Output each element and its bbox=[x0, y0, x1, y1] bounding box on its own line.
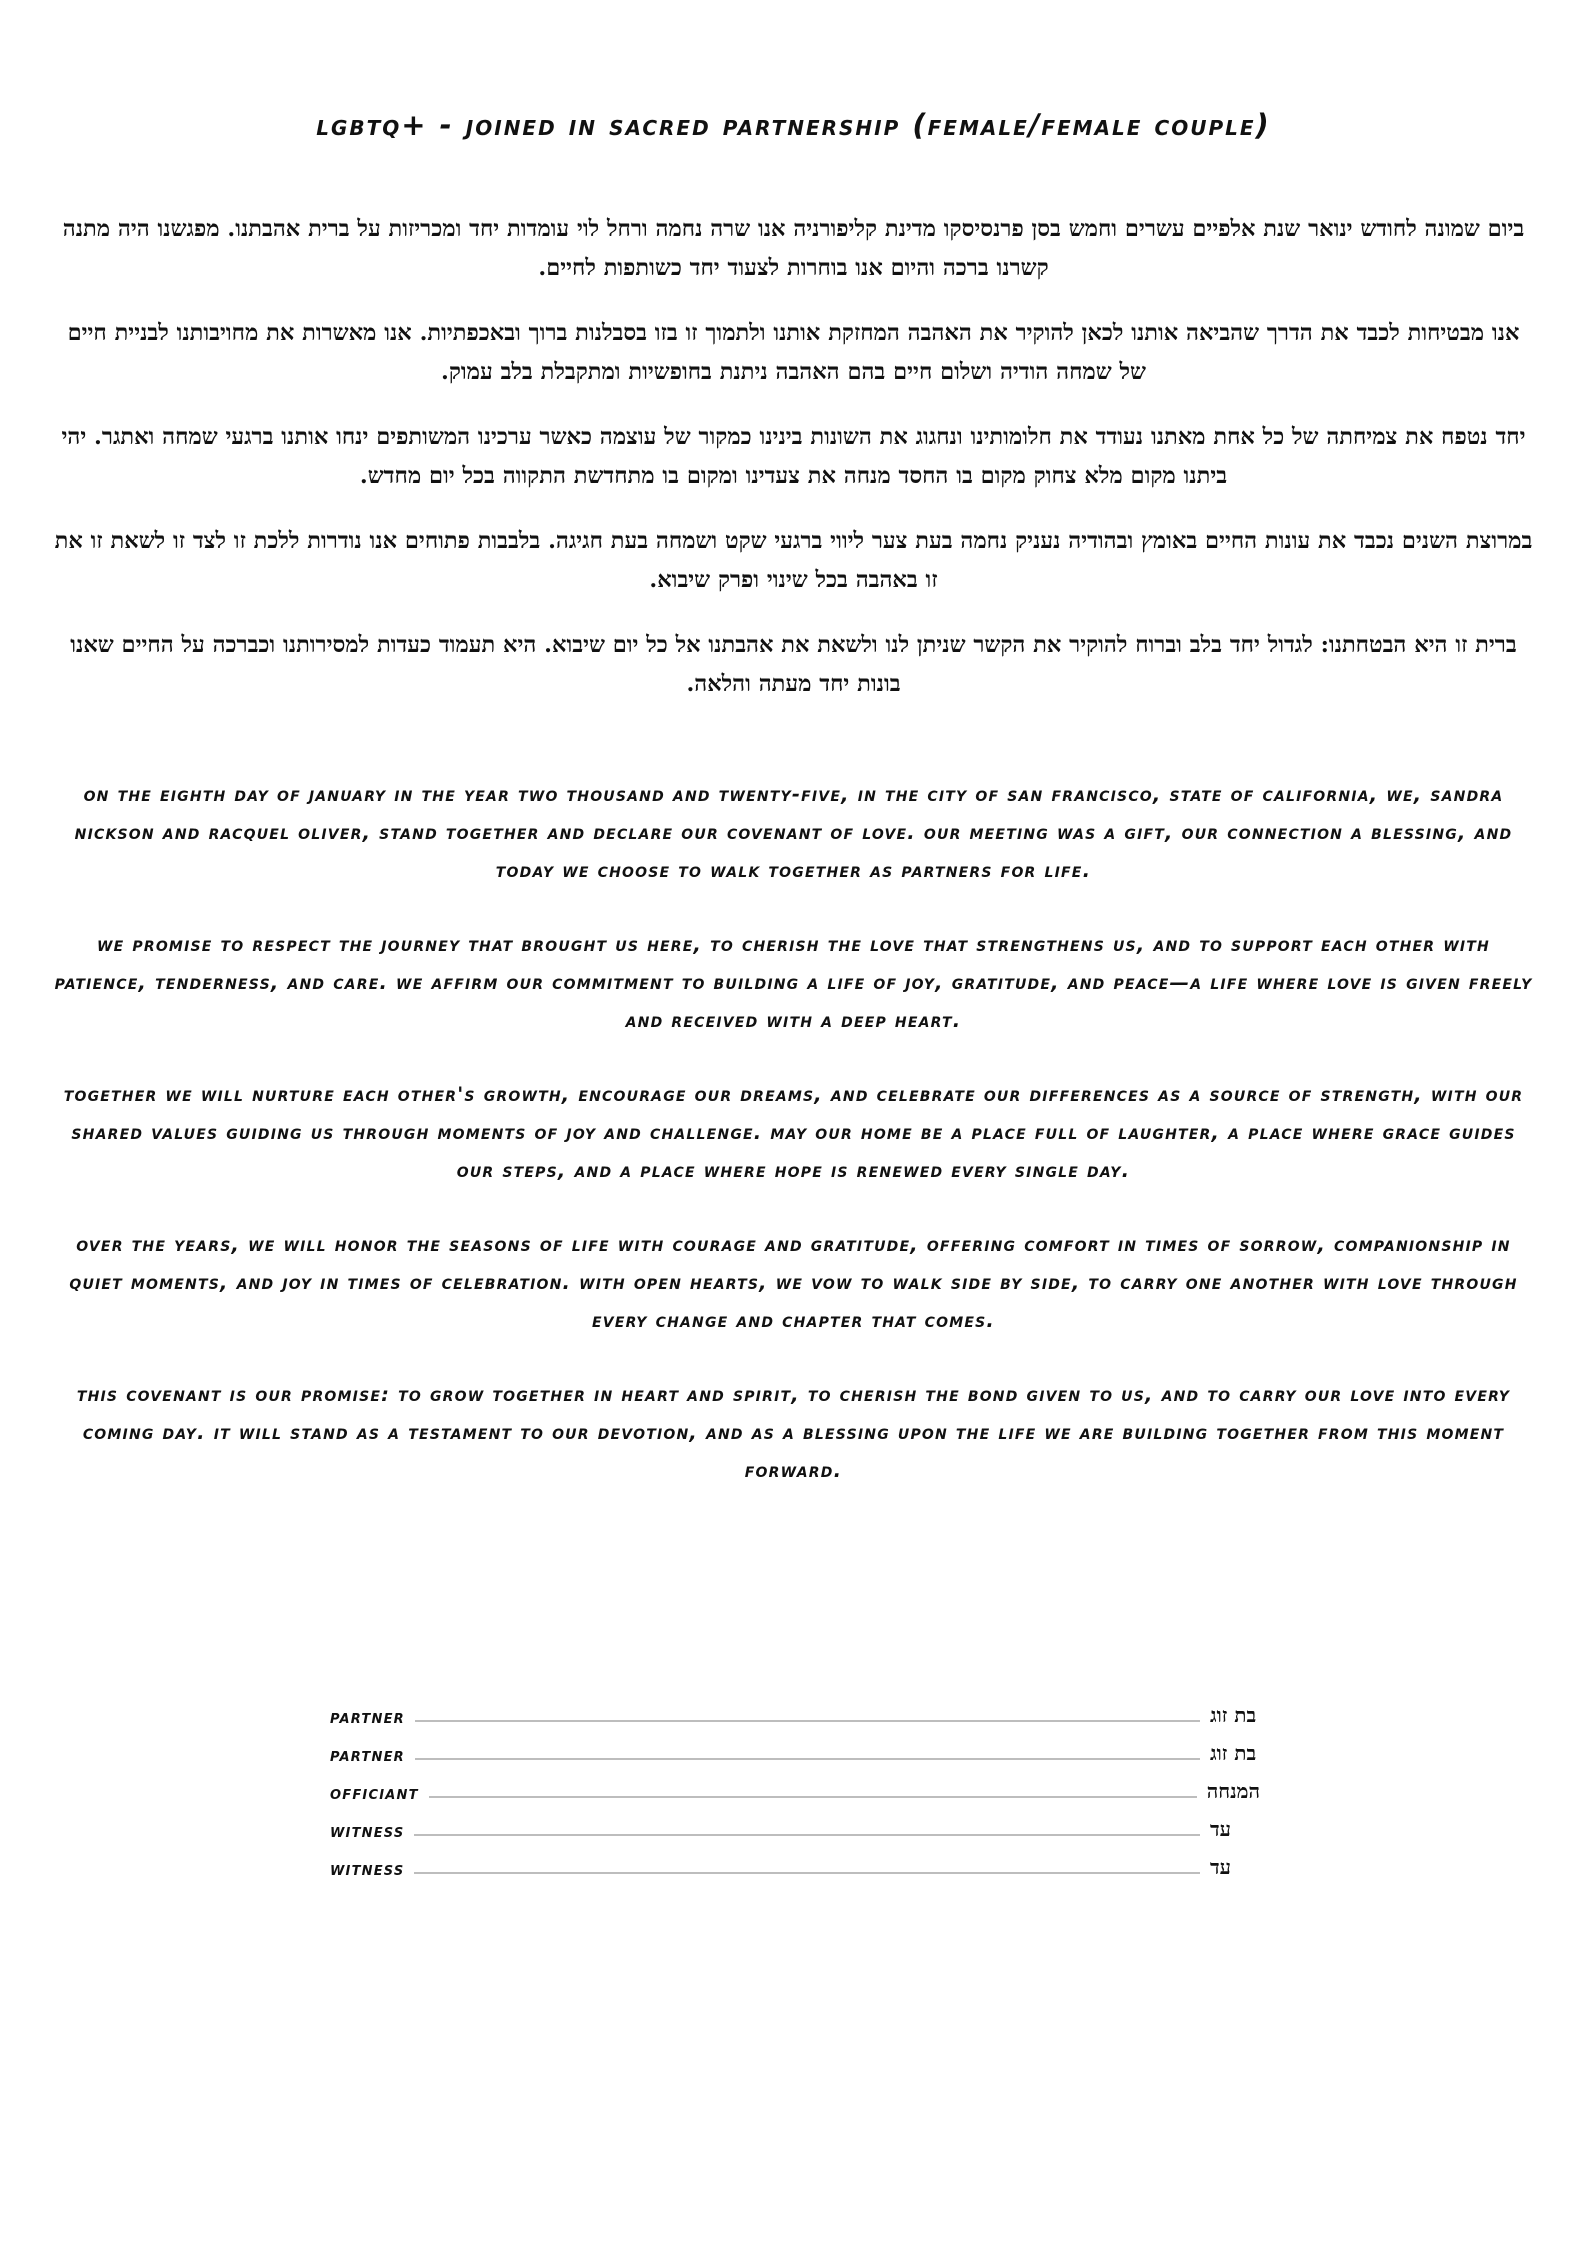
document-title: lgbtq+ - joined in sacred partnership (female/female couple) bbox=[316, 108, 1271, 142]
signature-label-he: עד bbox=[1210, 1855, 1231, 1879]
signature-label-en: partner bbox=[330, 1706, 405, 1728]
signature-line[interactable] bbox=[414, 1833, 1200, 1836]
signature-label-he: המנחה bbox=[1206, 1779, 1260, 1803]
signature-row-partner-1 bbox=[330, 1690, 1260, 1728]
signature-row-officiant bbox=[330, 1766, 1260, 1804]
signature-label-he: בת זוג bbox=[1210, 1703, 1257, 1727]
signature-line[interactable] bbox=[415, 1757, 1200, 1760]
signature-line[interactable] bbox=[429, 1795, 1197, 1798]
english-paragraph: on the eighth day of january in the year two thousand and twenty-five, in the city of san francisco, state of california, we, sandra nickson and racquel oliver, stand together and declare our covenant of love. our meeting was a gift, our connection a blessing, and today we choose to walk together as partners for life. bbox=[74, 783, 1513, 882]
signature-label-en: partner bbox=[330, 1744, 405, 1766]
signature-label-en: witness bbox=[330, 1858, 405, 1880]
signature-label-he: בת זוג bbox=[1210, 1741, 1257, 1765]
english-paragraph: over the years, we will honor the seasons of life with courage and gratitude, offering comfort in times of sorrow, companionship in quiet moments, and joy in times of celebration. with open hearts, we vow to walk side by side, to carry one another with love through every change and chapter that comes. bbox=[69, 1233, 1518, 1332]
signature-row-witness-1 bbox=[330, 1804, 1260, 1842]
signature-row-partner-2 bbox=[330, 1728, 1260, 1766]
english-paragraph: we promise to respect the journey that brought us here, to cherish the love that strengthens us, and to support each other with patience, tenderness, and care. we affirm our commitment to building a life of joy, gratitude, and peace—a life where love is given freely and received with a deep heart. bbox=[54, 933, 1533, 1032]
signature-row-witness-2 bbox=[330, 1842, 1260, 1880]
hebrew-paragraph: אנו מבטיחות לכבד את הדרך שהביאה אותנו לכאן להוקיר את האהבה המחזקת אותנו ולתמוך זו בזו בסבלנות ברוך ובאכפתיות. אנו מאשרות את מחויבותנו לבניית חיים של שמחה הודיה ושלום חיים בהם האהבה ניתנת בחופשיות ומתקבלת בלב עמוק. bbox=[67, 320, 1520, 385]
english-paragraph: this covenant is our promise: to grow together in heart and spirit, to cherish the bond given to us, and to carry our love into every coming day. it will stand as a testament to our devotion, and as a blessing upon the life we are building together from this moment forward. bbox=[76, 1383, 1511, 1482]
signature-section bbox=[330, 1690, 1260, 1880]
hebrew-paragraph: ביום שמונה לחודש ינואר שנת אלפיים עשרים וחמש בסן פרנסיסקו מדינת קליפורניה אנו שרה נחמה ורחל לוי עומדות יחד ומכריזות על ברית אהבתנו. מפגשנו היה מתנה קשרנו ברכה והיום אנו בוחרות לצעוד יחד כשותפות לחיים. bbox=[62, 216, 1525, 281]
hebrew-paragraph: ברית זו היא הבטחתנו: לגדול יחד בלב וברוח להוקיר את הקשר שניתן לנו ולשאת את אהבתנו אל כל יום שיבוא. היא תעמוד כעדות למסירותנו וכברכה על החיים שאנו בונות יחד מעתה והלאה. bbox=[70, 632, 1517, 697]
hebrew-paragraph: במרוצת השנים נכבד את עונות החיים באומץ ובהודיה נעניק נחמה בעת צער ליווי ברגעי שקט ושמחה בעת חגיגה. בלבבות פתוחים אנו נודרות ללכת זו לצד זו לשאת זו את זו באהבה בכל שינוי ופרק שיבוא. bbox=[54, 528, 1533, 593]
hebrew-paragraph: יחד נטפח את צמיחתה של כל אחת מאתנו נעודד את חלומותינו ונחגוג את השונות בינינו כמקור של עוצמה כאשר ערכינו המשותפים ינחו אותנו ברגעי שמחה ואתגר. יהי ביתנו מקום מלא צחוק מקום בו החסד מנחה את צעדינו ומקום בו מתחדשת התקווה בכל יום מחדש. bbox=[61, 424, 1526, 489]
signature-line[interactable] bbox=[415, 1719, 1200, 1722]
english-paragraph: together we will nurture each other's growth, encourage our dreams, and celebrate our differences as a source of strength, with our shared values guiding us through moments of joy and challenge. may our home be a place full of laughter, a place where grace guides our steps, and a place where hope is renewed every single day. bbox=[63, 1083, 1524, 1182]
signature-label-en: officiant bbox=[330, 1782, 419, 1804]
signature-label-he: עד bbox=[1210, 1817, 1231, 1841]
signature-label-en: witness bbox=[330, 1820, 405, 1842]
english-text-section bbox=[50, 776, 1537, 1526]
hebrew-text-section bbox=[52, 210, 1535, 730]
signature-line[interactable] bbox=[414, 1871, 1200, 1874]
